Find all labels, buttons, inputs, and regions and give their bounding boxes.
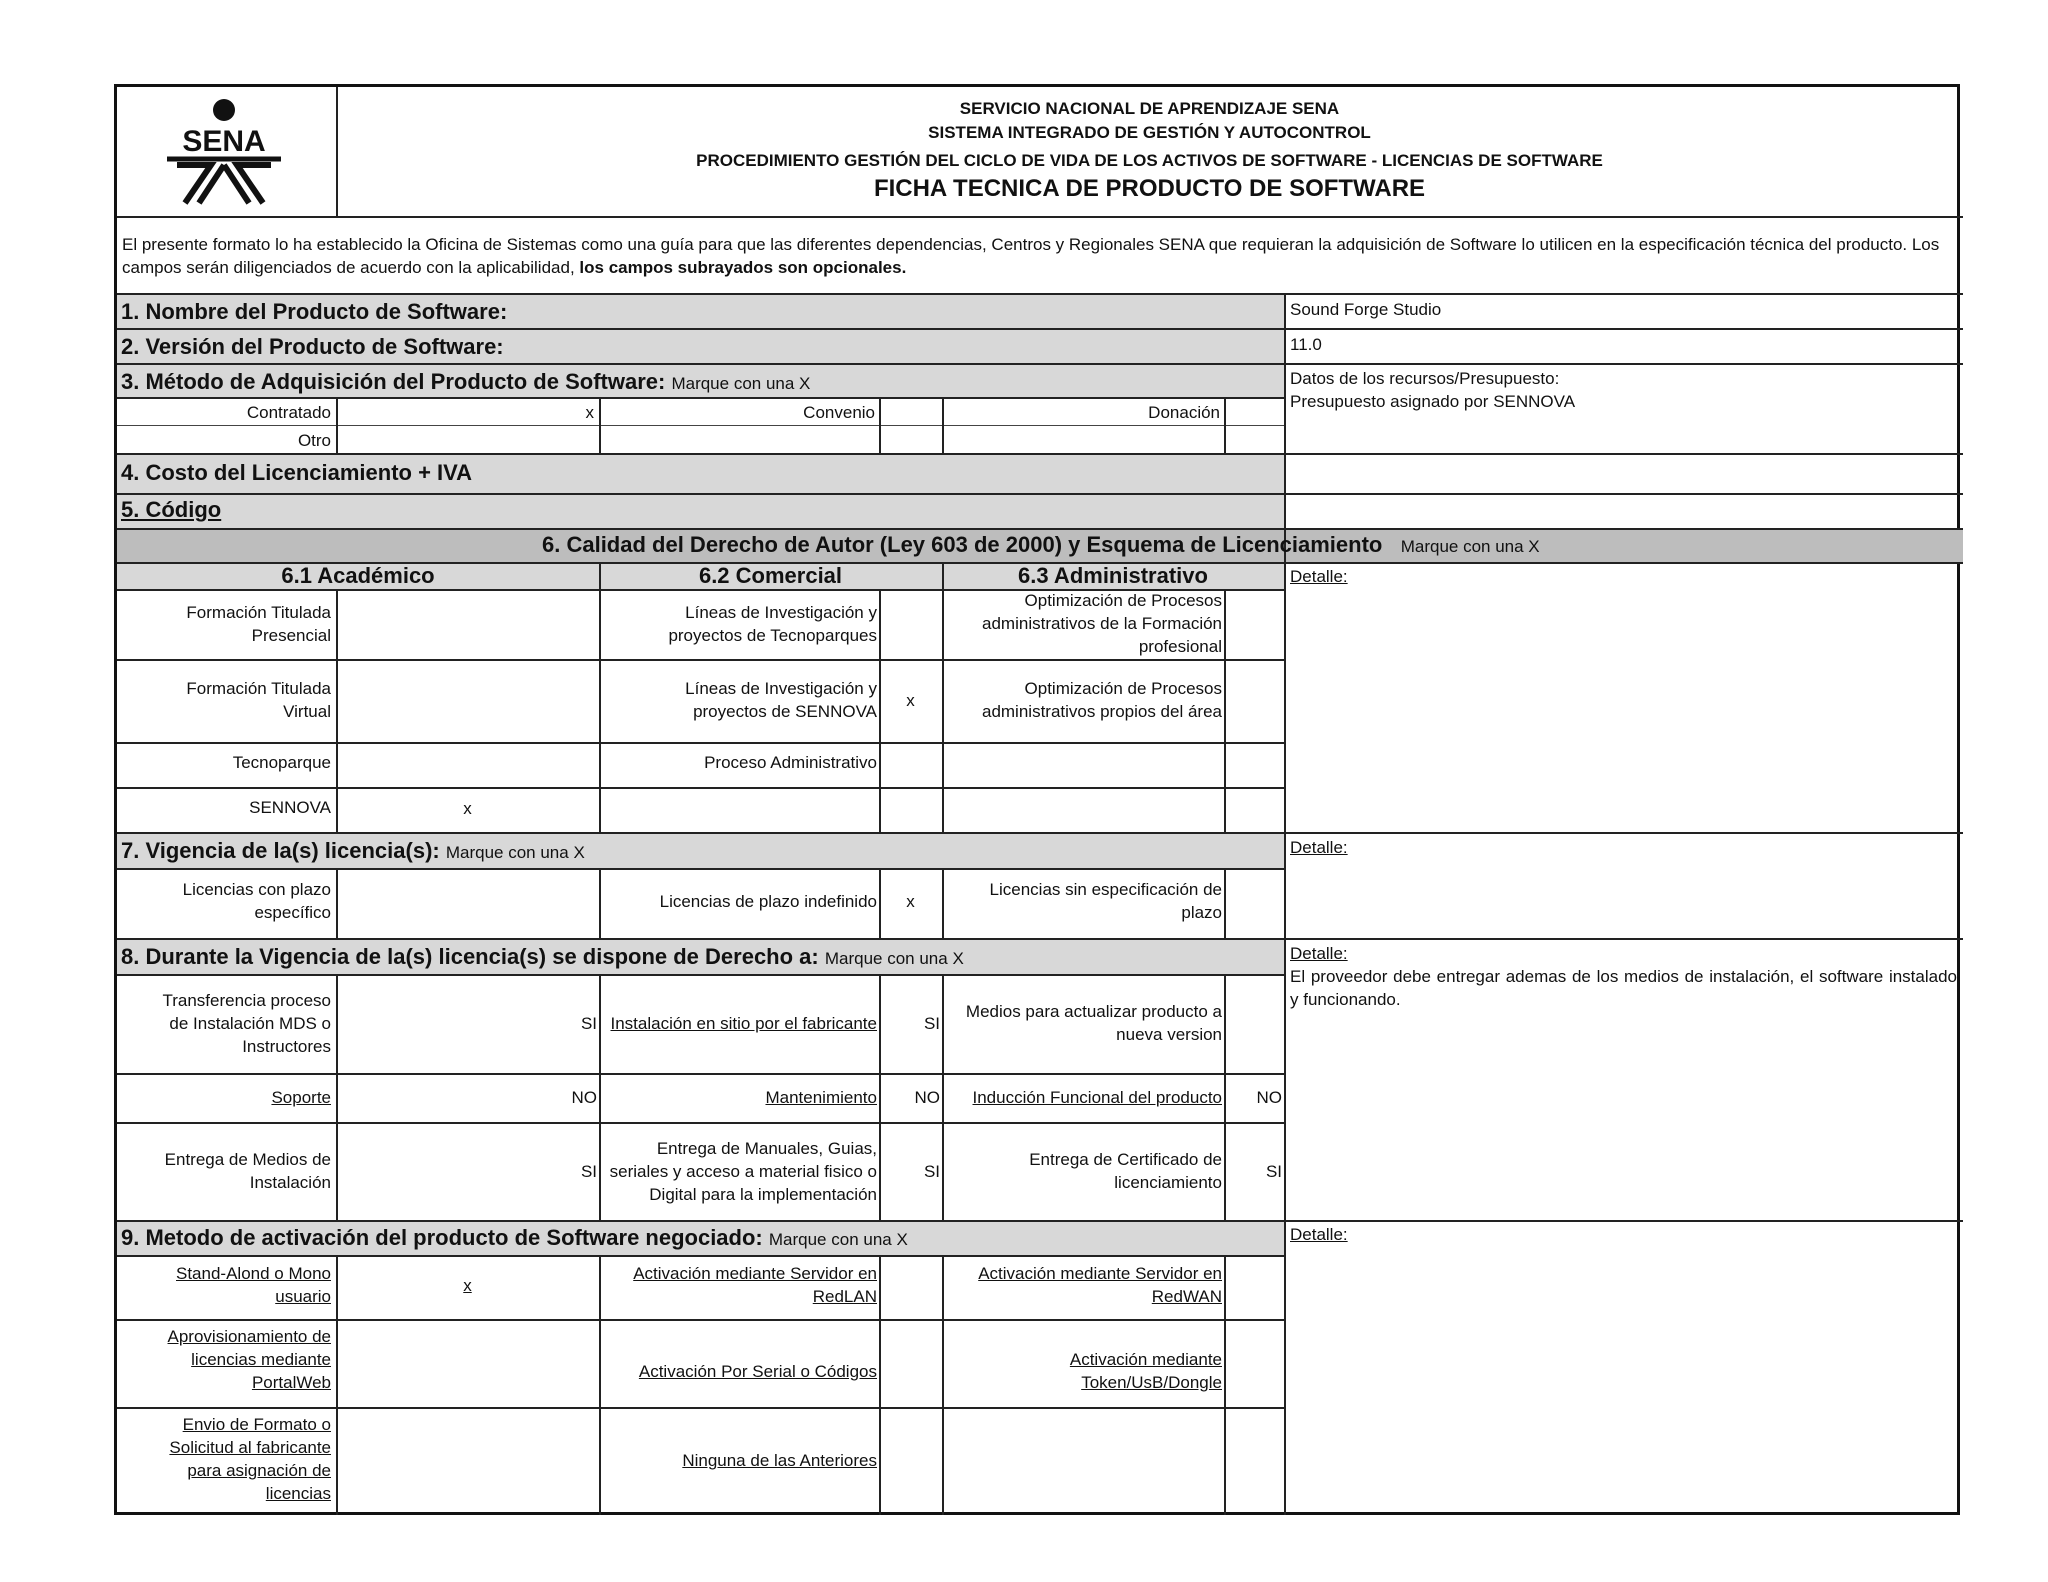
s9-b2: Activación Por Serial o Códigos bbox=[638, 1362, 877, 1381]
s7-o3: Licencias sin especificación de plazo bbox=[989, 880, 1222, 922]
s8-r2b: Mantenimiento bbox=[765, 1088, 877, 1107]
opt-contratado: Contratado bbox=[246, 403, 331, 422]
s8-r2c: Inducción Funcional del producto bbox=[972, 1088, 1222, 1107]
s9-c1: Activación mediante Servidor en RedWAN bbox=[978, 1264, 1222, 1306]
s7-o1: Licencias con plazo específico bbox=[182, 880, 331, 922]
s8-r2c-value[interactable]: NO bbox=[1256, 1088, 1282, 1107]
s6-a3: Tecnoparque bbox=[232, 753, 331, 772]
s9-a1: Stand-Alond o Mono usuario bbox=[176, 1264, 331, 1306]
s4-label: 4. Costo del Licenciamiento + IVA bbox=[121, 460, 473, 485]
mark-contratado[interactable]: x bbox=[585, 403, 594, 422]
s9-b3: Ninguna de las Anteriores bbox=[682, 1451, 877, 1470]
s8-r1c: Medios para actualizar producto a nueva version bbox=[965, 1002, 1222, 1044]
s8-r1a-value[interactable]: SI bbox=[580, 1014, 597, 1033]
s8-r1b-value[interactable]: SI bbox=[923, 1014, 940, 1033]
s8-r2b-value[interactable]: NO bbox=[914, 1088, 940, 1107]
s6-c2: Líneas de Investigación y proyectos de SENNOVA bbox=[685, 679, 877, 721]
s7-detalle: Detalle: bbox=[1290, 838, 1348, 857]
s8-r3a: Entrega de Medios de Instalación bbox=[164, 1150, 331, 1192]
sena-logo bbox=[157, 95, 297, 209]
s6-a4-mark[interactable]: x bbox=[463, 799, 472, 818]
s6-detalle: Detalle: bbox=[1290, 567, 1348, 586]
s7-o2-mark[interactable]: x bbox=[906, 892, 915, 911]
s8-r2a-value[interactable]: NO bbox=[571, 1088, 597, 1107]
s6-administrativo: 6.3 Administrativo bbox=[1018, 563, 1208, 588]
s9-label: 9. Metodo de activación del producto de Software negociado: Marque con una X bbox=[121, 1225, 908, 1250]
s6-a4: SENNOVA bbox=[249, 798, 331, 817]
s6-c1: Líneas de Investigación y proyectos de Tecnoparques bbox=[668, 603, 877, 645]
s8-r3b-value[interactable]: SI bbox=[923, 1162, 940, 1181]
row-bg bbox=[117, 493, 1284, 528]
s3-label: 3. Método de Adquisición del Producto de Software: Marque con una X bbox=[121, 369, 811, 394]
page-title: FICHA TECNICA DE PRODUCTO DE SOFTWARE bbox=[873, 175, 1426, 202]
s1-value[interactable]: Sound Forge Studio bbox=[1290, 300, 1442, 319]
s6-c2-mark[interactable]: x bbox=[906, 691, 915, 710]
s6-a1: Formación Titulada Presencial bbox=[186, 603, 331, 645]
s9-a2: Aprovisionamiento de licencias mediante PortalWeb bbox=[167, 1327, 331, 1392]
opt-donacion: Donación bbox=[1148, 403, 1220, 422]
s8-label: 8. Durante la Vigencia de la(s) licencia(s) se dispone de Derecho a: Marque con una X bbox=[121, 944, 964, 969]
s6-a2: Formación Titulada Virtual bbox=[186, 679, 331, 721]
s9-a1-mark[interactable]: x bbox=[463, 1276, 472, 1295]
s8-r3c-value[interactable]: SI bbox=[1265, 1162, 1282, 1181]
s8-r3a-value[interactable]: SI bbox=[580, 1162, 597, 1181]
opt-convenio: Convenio bbox=[803, 403, 875, 422]
intro-text: El presente formato lo ha establecido la Oficina de Sistemas como una guía para que las diferentes dependencias, Centros y Regionales SENA que requieran la adquisición de Software lo utilicen en la especificación técnica del producto. Los campos serán diligenciados de acuerdo con la aplicabilidad, los campos subrayados son opcionales. bbox=[122, 235, 1940, 277]
opt-otro: Otro bbox=[297, 431, 331, 450]
s2-label: 2. Versión del Producto de Software: bbox=[121, 334, 504, 359]
s8-r2a: Soporte bbox=[271, 1088, 331, 1107]
s7-label: 7. Vigencia de la(s) licencia(s): Marque con una X bbox=[121, 838, 585, 863]
s6-academico: 6.1 Académico bbox=[281, 563, 435, 588]
s8-r1a: Transferencia proceso de Instalación MDS o Instructores bbox=[162, 991, 331, 1056]
s6-d2: Optimización de Procesos administrativos propios del área bbox=[981, 679, 1222, 721]
s8-detalle-text[interactable]: El proveedor debe entregar ademas de los medios de instalación, el software instalado y funcionando. bbox=[1290, 967, 1957, 1009]
s7-o2: Licencias de plazo indefinido bbox=[659, 892, 877, 911]
s8-r3b: Entrega de Manuales, Guias, seriales y acceso a material fisico o Digital para la implementación bbox=[609, 1139, 877, 1204]
sena-logo-icon bbox=[157, 95, 297, 209]
s6-comercial: 6.2 Comercial bbox=[698, 563, 843, 588]
s3-side-value[interactable]: Presupuesto asignado por SENNOVA bbox=[1290, 392, 1576, 411]
s8-r3c: Entrega de Certificado de licenciamiento bbox=[1029, 1150, 1222, 1192]
s1-label: 1. Nombre del Producto de Software: bbox=[121, 299, 508, 324]
s9-b1: Activación mediante Servidor en RedLAN bbox=[633, 1264, 877, 1306]
s8-r1b: Instalación en sitio por el fabricante bbox=[610, 1014, 877, 1033]
header-line-1: SERVICIO NACIONAL DE APRENDIZAJE SENA bbox=[959, 99, 1340, 118]
s2-value[interactable]: 11.0 bbox=[1290, 335, 1322, 354]
svg-text:SENA: SENA bbox=[182, 125, 266, 158]
header-line-3: PROCEDIMIENTO GESTIÓN DEL CICLO DE VIDA DE LOS ACTIVOS DE SOFTWARE - LICENCIAS DE SOFTWARE bbox=[696, 151, 1603, 170]
form-sheet bbox=[114, 84, 1960, 1515]
s9-c2: Activación mediante Token/UsB/Dongle bbox=[1069, 1350, 1222, 1392]
s9-detalle: Detalle: bbox=[1290, 1225, 1348, 1244]
s6-c3: Proceso Administrativo bbox=[704, 753, 877, 772]
header-line-2: SISTEMA INTEGRADO DE GESTIÓN Y AUTOCONTROL bbox=[928, 123, 1371, 142]
s6-label: 6. Calidad del Derecho de Autor (Ley 603 de 2000) y Esquema de Licenciamiento Marque con una X bbox=[542, 532, 1540, 557]
s6-d1: Optimización de Procesos administrativos de la Formación profesional bbox=[982, 591, 1222, 656]
s5-label: 5. Código bbox=[121, 497, 222, 522]
s9-a3: Envio de Formato o Solicitud al fabricante para asignación de licencias bbox=[169, 1415, 331, 1503]
s3-side-label: Datos de los recursos/Presupuesto: bbox=[1290, 369, 1560, 388]
s8-detalle: Detalle: bbox=[1290, 944, 1348, 963]
